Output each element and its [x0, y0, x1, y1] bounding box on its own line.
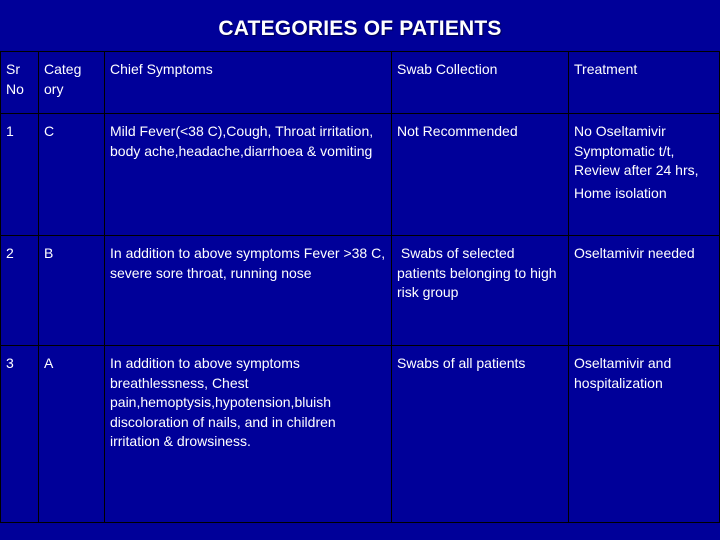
header-chief-symptoms: Chief Symptoms: [105, 52, 392, 114]
header-sr-no: [1, 52, 39, 114]
cell-chief-symptoms: In addition to above symptoms breathlessness, Chest pain,hemoptysis,hypotension,bluish discoloration of nails, and in children irritation & drowsiness.: [105, 346, 392, 523]
cell-sr-no: 2: [1, 236, 39, 346]
table-row: [1, 346, 720, 523]
cell-category: B: [39, 236, 105, 346]
treatment-text: No Oseltamivir Symptomatic t/t, Review after 24 hrs,: [574, 123, 699, 178]
header-treatment: Treatment: [569, 52, 720, 114]
header-sr-no-line-2: No: [6, 80, 24, 97]
header-sr-no-line-1: Sr: [6, 61, 20, 77]
cell-sr-no: 3: [1, 346, 39, 523]
cell-sr-no: 1: [1, 114, 39, 236]
table-row: [1, 114, 720, 236]
header-category-line-1: Categ: [44, 61, 82, 77]
header-category: [39, 52, 105, 114]
patient-categories-table: [0, 51, 720, 523]
cell-treatment: Oseltamivir needed: [569, 236, 720, 346]
treatment-extra-text: Home isolation: [574, 184, 667, 201]
cell-chief-symptoms: Mild Fever(<38 C),Cough, Throat irritation, body ache,headache,diarrhoea & vomiting: [105, 114, 392, 236]
header-swab-collection: Swab Collection: [392, 52, 569, 114]
cell-swab-collection: Swabs of all patients: [392, 346, 569, 523]
cell-chief-symptoms: In addition to above symptoms Fever >38 C, severe sore throat, running nose: [105, 236, 392, 346]
cell-category: C: [39, 114, 105, 236]
slide-title: CATEGORIES OF PATIENTS: [218, 17, 502, 40]
cell-treatment: [569, 114, 720, 236]
cell-swab-collection: Swabs of selected patients belonging to high risk group: [392, 236, 569, 346]
cell-category: A: [39, 346, 105, 523]
header-category-line-2: ory: [44, 80, 64, 97]
table-row: [1, 236, 720, 346]
table-header-row: [1, 52, 720, 114]
cell-treatment: Oseltamivir and hospitalization: [569, 346, 720, 523]
cell-swab-collection: Not Recommended: [392, 114, 569, 236]
